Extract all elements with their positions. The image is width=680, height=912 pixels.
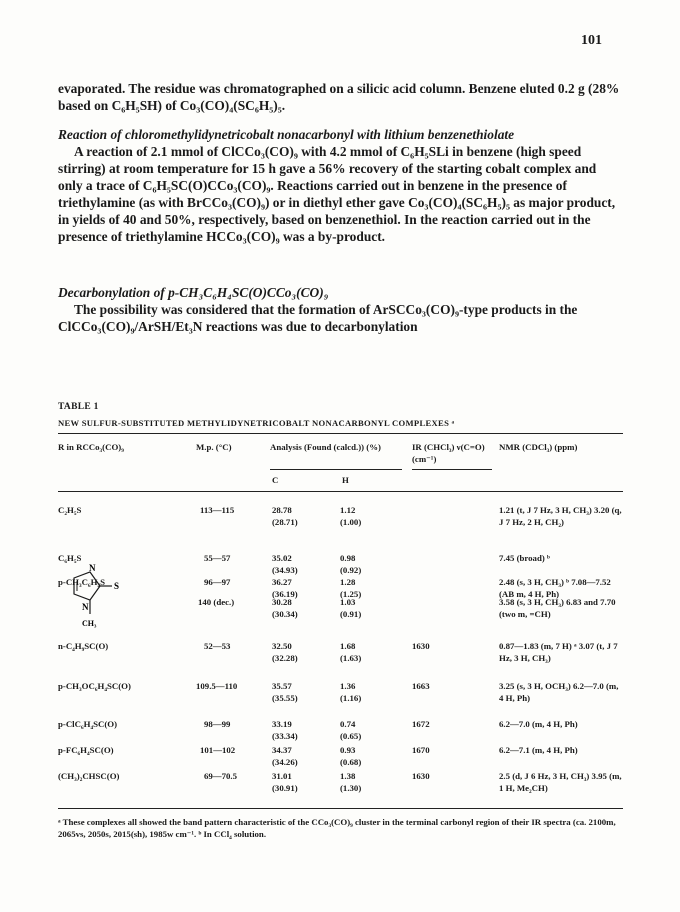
cell-r: p-FC₆H₄SC(O) [58, 745, 114, 755]
cell-ir: 1670 [412, 745, 430, 755]
cell-c-calc: (33.34) [272, 731, 298, 741]
section-heading: Reaction of chloromethylidynetricobalt nonacarbonyl with lithium benzenethiolate [58, 127, 515, 142]
paragraph-text: A reaction of 2.1 mmol of ClCCo₃(CO)₉ with 4.2 mmol of C₆H₅SLi in benzene (high speed stirring) at room temperature for 15 h gave a 56% recovery of the starting cobalt complex and only a trace of C₆H₅SC(O)CCo₃(CO)₉. Reactions carried out in benzene in the presence of triethylamine (as with BrCCo₃(CO)₉) or in diethyl ether gave Co₃(CO)₄(SC₆H₅)₅ as major product, in yields of 40 and 50%, respectively, based on benzenethiol. In the reaction carried out in the presence of triethylamine HCCo₃(CO)₉ was a by-product. [58, 144, 616, 244]
cell-h-calc: (1.00) [340, 517, 362, 527]
header-ir: IR (CHCl₃) ν(C=O) (cm⁻¹) [412, 442, 485, 464]
cell-r: C₂H₅S [58, 505, 82, 515]
section-decarbonylation [58, 284, 623, 335]
cell-c: 36.27 [272, 577, 292, 587]
methyl-label: CH₃ [82, 619, 97, 628]
cell-r: p-ClC₆H₄SC(O) [58, 719, 118, 729]
ir-subrule [412, 469, 492, 470]
paragraph-text: The possibility was considered that the formation of ArSCCo₃(CO)₉-type products in the ClCCo₃(CO)₉/ArSH/Et₃N reactions was due to decarbonylation [58, 302, 578, 334]
section-heading: Decarbonylation of p-CH₃C₆H₄SC(O)CCo₃(CO)₉ [58, 285, 329, 300]
cell-h: 1.12 [340, 505, 356, 515]
cell-c-calc: (34.93) [272, 565, 298, 575]
cell-r: n-C₄H₉SC(O) [58, 641, 109, 651]
cell-h-calc: (1.30) [340, 783, 362, 793]
cell-c-calc: (34.26) [272, 757, 298, 767]
header-analysis: Analysis (Found (calcd.)) (%) [270, 442, 381, 452]
cell-h: 1.68 [340, 641, 356, 651]
cell-mp: 98—99 [204, 719, 231, 729]
cell-c: 32.50 [272, 641, 292, 651]
cell-h: 1.03 [340, 597, 356, 607]
cell-ir: 1663 [412, 681, 430, 691]
header-mp: M.p. (°C) [196, 442, 232, 452]
cell-r: (CH₃)₂CHSC(O) [58, 771, 120, 781]
cell-h-calc: (1.25) [340, 589, 362, 599]
analysis-subrule [270, 469, 402, 470]
section-reaction [58, 126, 623, 245]
cell-h-calc: (0.68) [340, 757, 362, 767]
cell-c: 35.57 [272, 681, 292, 691]
cell-c-calc: (32.28) [272, 653, 298, 663]
cell-mp: 96—97 [204, 577, 231, 587]
cell-mp: 109.5—110 [196, 681, 238, 691]
cell-nmr: 2.5 (d, J 6 Hz, 3 H, CH₃) 3.95 (m, 1 H, Me₂CH) [499, 771, 622, 793]
cell-r: C₆H₅S [58, 553, 82, 563]
cell-h-calc: (0.92) [340, 565, 362, 575]
cell-h-calc: (1.16) [340, 693, 362, 703]
table-footnote: ᵃ These complexes all showed the band pattern characteristic of the CCo₃(CO)₉ cluster in the terminal carbonyl region of their IR spectra (ca. 2100m, 2065vs, 2050s, 2015(sh), 1985w cm⁻¹. ᵇ In CCl₄ solution. [58, 817, 616, 839]
cell-h-calc: (0.65) [340, 731, 362, 741]
table-bottom-rule [58, 808, 623, 809]
header-h: H [342, 475, 349, 485]
cell-nmr: 1.21 (t, J 7 Hz, 3 H, CH₃) 3.20 (q, J 7 Hz, 2 H, CH₂) [499, 505, 622, 527]
cell-h: 1.28 [340, 577, 356, 587]
cell-ir: 1630 [412, 641, 430, 651]
header-nmr: NMR (CDCl₃) (ppm) [499, 442, 578, 452]
cell-h-calc: (0.91) [340, 609, 362, 619]
body-paragraph-1 [58, 80, 623, 114]
cell-c-calc: (30.34) [272, 609, 298, 619]
table-label: TABLE 1 [58, 402, 99, 412]
cell-h-calc: (1.63) [340, 653, 362, 663]
cell-nmr: 3.58 (s, 3 H, CH₃) 6.83 and 7.70 (two m, =CH) [499, 597, 616, 619]
cell-mp: 55—57 [204, 553, 231, 563]
cell-h: 1.38 [340, 771, 356, 781]
cell-nmr: 3.25 (s, 3 H, OCH₃) 6.2—7.0 (m, 4 H, Ph) [499, 681, 619, 703]
cell-c: 34.37 [272, 745, 292, 755]
cell-c: 28.78 [272, 505, 292, 515]
cell-c: 33.19 [272, 719, 292, 729]
cell-ir: 1672 [412, 719, 430, 729]
nitrogen-label-top: N [89, 564, 96, 573]
table-top-rule [58, 433, 623, 434]
table-header-rule [58, 491, 623, 492]
cell-r: p-CH₃C₆H₄S [58, 577, 106, 587]
cell-c-calc: (28.71) [272, 517, 298, 527]
cell-c-calc: (30.91) [272, 783, 298, 793]
cell-mp: 140 (dec.) [198, 597, 235, 607]
cell-c: 35.02 [272, 553, 292, 563]
cell-nmr: 0.87—1.83 (m, 7 H) ᵃ 3.07 (t, J 7 Hz, 3 H, CH₃) [499, 641, 618, 663]
cell-mp: 101—102 [200, 745, 236, 755]
cell-mp: 52—53 [204, 641, 231, 651]
cell-mp: 69—70.5 [204, 771, 237, 781]
imidazole-structure-drawing [66, 564, 130, 634]
cell-c-calc: (35.55) [272, 693, 298, 703]
cell-c-calc: (36.19) [272, 589, 298, 599]
cell-h: 0.93 [340, 745, 356, 755]
cell-nmr: 2.48 (s, 3 H, CH₃) ᵇ 7.08—7.52 (AB m, 4 H, Ph) [499, 577, 611, 599]
cell-c: 31.01 [272, 771, 292, 781]
sulfur-label: S [114, 581, 120, 591]
nitrogen-label-bottom: N [82, 602, 89, 612]
paragraph-text: evaporated. The residue was chromatographed on a silicic acid column. Benzene eluted 0.2 g (28% based on C₆H₅SH) of Co₃(CO)₄(SC₆H₅)₅. [58, 81, 620, 113]
cell-nmr: 6.2—7.0 (m, 4 H, Ph) [499, 719, 578, 729]
cell-nmr: 7.45 (broad) ᵇ [499, 553, 550, 563]
page-number: 101 [581, 33, 602, 48]
cell-h: 0.74 [340, 719, 356, 729]
cell-nmr: 6.2—7.1 (m, 4 H, Ph) [499, 745, 578, 755]
table-caption: NEW SULFUR-SUBSTITUTED METHYLIDYNETRICOBALT NONACARBONYL COMPLEXES ᵃ [58, 418, 455, 428]
header-c: C [272, 475, 279, 485]
cell-h: 0.98 [340, 553, 356, 563]
cell-r: p-CH₃OC₆H₄SC(O) [58, 681, 131, 691]
cell-ir: 1630 [412, 771, 430, 781]
header-r: R in RCCo₃(CO)₉ [58, 442, 124, 452]
cell-c: 30.28 [272, 597, 292, 607]
cell-mp: 113—115 [200, 505, 235, 515]
cell-h: 1.36 [340, 681, 356, 691]
